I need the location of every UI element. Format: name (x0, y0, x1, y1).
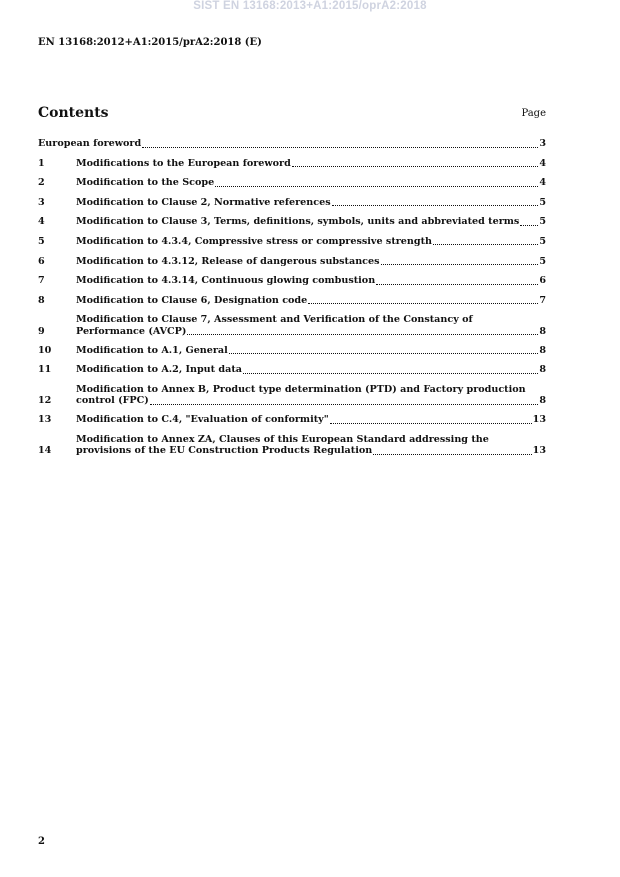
toc-dot-leader (187, 333, 538, 335)
toc-entry[interactable] (38, 364, 546, 376)
toc-dot-leader (308, 302, 538, 304)
toc-entry-page: 5 (539, 255, 546, 267)
page-column-label: Page (521, 108, 546, 119)
toc-entry-number: 3 (38, 196, 45, 208)
toc-entry-page: 5 (539, 216, 546, 228)
toc-entry-title: Modification to 4.3.4, Compressive stress or compressive strength (76, 235, 432, 247)
toc-entry[interactable] (38, 414, 546, 426)
toc-entry-title: Modification to 4.3.14, Continuous glowing combustion (76, 275, 376, 287)
toc-dot-leader (520, 224, 538, 226)
toc-dot-leader (243, 372, 538, 374)
toc-entry-page: 5 (539, 235, 546, 247)
toc-entry-page: 5 (539, 196, 546, 208)
toc-entry[interactable] (38, 216, 546, 228)
toc-entry-number: 6 (38, 255, 45, 267)
toc-entry-page: 8 (539, 325, 546, 337)
document-id: EN 13168:2012+A1:2015/prA2:2018 (E) (38, 37, 262, 48)
toc-entry-number: 13 (38, 414, 52, 426)
toc-entry-title: Modification to the Scope (76, 177, 215, 189)
toc-entry-title: Modification to A.1, General (76, 344, 228, 356)
toc-entry[interactable] (38, 345, 546, 357)
toc-entry-title: Modification to Clause 6, Designation code (76, 294, 308, 306)
toc-entry-title: Modification to Clause 3, Terms, definitions, symbols, units and abbreviated terms (76, 216, 520, 228)
toc-entry[interactable] (38, 197, 546, 209)
toc-entry-title: European foreword (38, 138, 142, 149)
toc-entry[interactable] (38, 158, 546, 170)
toc-entry-number: 12 (38, 395, 52, 407)
toc-entry[interactable] (38, 275, 546, 287)
toc-dot-leader (215, 185, 538, 187)
toc-entry-title: Modification to C.4, "Evaluation of conformity" (76, 414, 329, 426)
watermark: SIST EN 13168:2013+A1:2015/oprA2:2018 (193, 0, 427, 12)
toc-entry-number: 1 (38, 157, 45, 169)
toc-entry-number: 9 (38, 325, 45, 337)
toc-entry-page: 3 (539, 138, 546, 149)
toc-entry-number: 7 (38, 275, 45, 287)
toc-dot-leader (433, 243, 538, 245)
toc-entry-title: control (FPC) (76, 395, 149, 407)
toc-entry-number: 4 (38, 216, 45, 228)
table-of-contents (38, 138, 546, 464)
toc-entry[interactable] (38, 295, 546, 307)
toc-entry-title: Modifications to the European foreword (76, 157, 291, 169)
toc-entry-page: 13 (532, 445, 546, 457)
toc-dot-leader (142, 146, 538, 148)
toc-entry-title: Performance (AVCP) (76, 325, 187, 337)
toc-entry-number: 11 (38, 364, 52, 376)
toc-dot-leader (292, 165, 539, 167)
toc-entry-title: Modification to Annex ZA, Clauses of this European Standard addressing the (76, 433, 489, 445)
toc-entry[interactable] (38, 256, 546, 268)
toc-entry-page: 8 (539, 395, 546, 407)
toc-dot-leader (229, 352, 539, 354)
toc-entry-title: Modification to 4.3.12, Release of dangerous substances (76, 255, 380, 267)
toc-entry-number: 8 (38, 294, 45, 306)
toc-entry[interactable] (38, 177, 546, 189)
contents-title: Contents (38, 105, 109, 121)
toc-entry-title: Modification to Annex B, Product type determination (PTD) and Factory production (76, 383, 526, 395)
toc-dot-leader (330, 422, 532, 424)
toc-entry-page: 4 (539, 157, 546, 169)
toc-entry-title: Modification to A.2, Input data (76, 364, 242, 376)
toc-entry-page: 13 (532, 414, 546, 426)
toc-entry-number: 5 (38, 235, 45, 247)
toc-dot-leader (381, 263, 539, 265)
toc-entry[interactable] (38, 384, 546, 407)
toc-entry[interactable] (38, 434, 546, 457)
toc-entry-page: 6 (539, 275, 546, 287)
toc-dot-leader (332, 204, 539, 206)
toc-entry-number: 14 (38, 445, 52, 457)
toc-entry-page: 8 (539, 344, 546, 356)
toc-entry-page: 7 (539, 294, 546, 306)
toc-entry-title: Modification to Clause 7, Assessment and Verification of the Constancy of (76, 314, 473, 326)
toc-entry-title: Modification to Clause 2, Normative references (76, 196, 331, 208)
page-number: 2 (38, 836, 45, 847)
toc-entry-page: 4 (539, 177, 546, 189)
toc-entry-number: 2 (38, 177, 45, 189)
toc-dot-leader (150, 403, 538, 405)
toc-entry[interactable] (38, 236, 546, 248)
toc-entry[interactable] (38, 138, 546, 150)
toc-dot-leader (376, 283, 538, 285)
toc-entry-page: 8 (539, 364, 546, 376)
toc-entry[interactable] (38, 314, 546, 337)
toc-entry-title: provisions of the EU Construction Products Regulation (76, 445, 373, 457)
toc-entry-number: 10 (38, 344, 52, 356)
toc-dot-leader (373, 453, 531, 455)
